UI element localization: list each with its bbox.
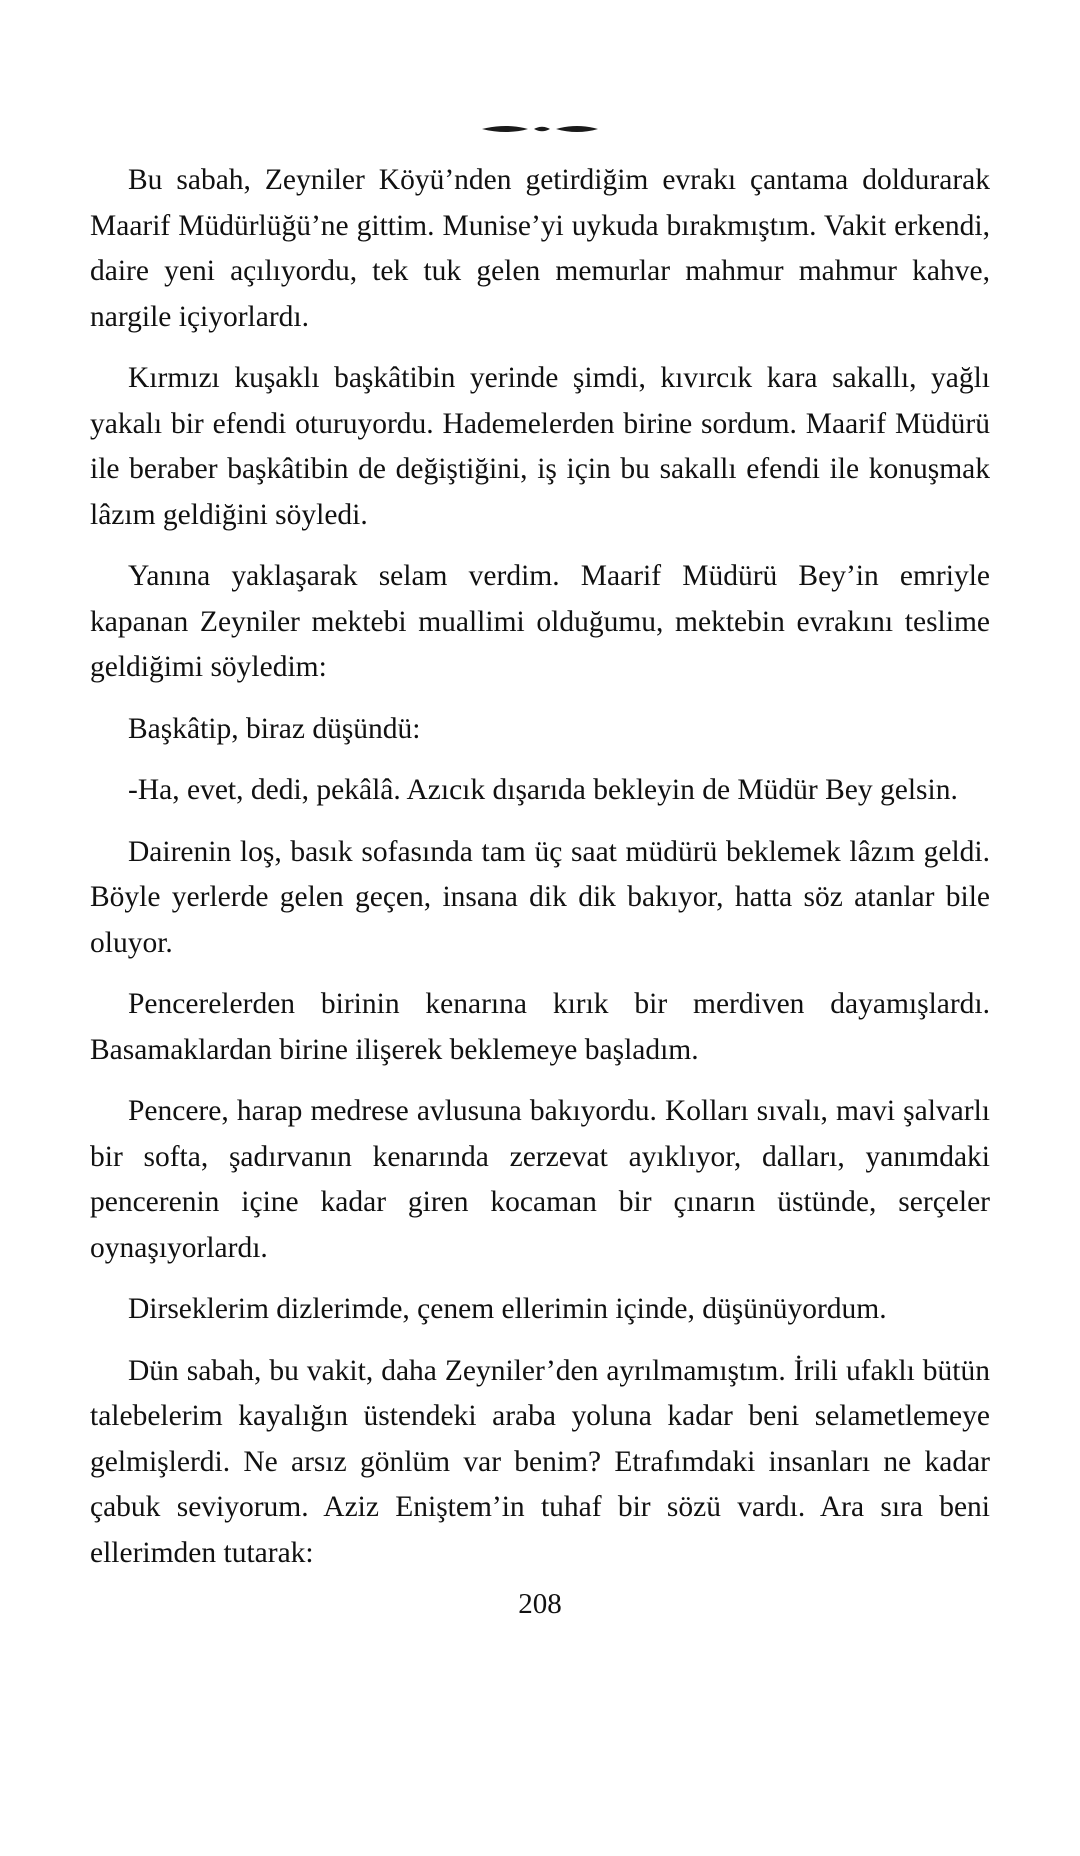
paragraph-spacer — [90, 1339, 990, 1349]
page-number: 208 — [518, 1588, 562, 1620]
paragraph: Yanına yaklaşarak selam verdim. Maarif Müdürü Bey’in emriyle kapanan Zeyniler mektebi muallimi olduğumu, mektebin evrakını teslime geldiğimi söyledim: — [90, 560, 990, 683]
paragraph-spacer — [90, 820, 990, 830]
horizontal-rule-ornament — [0, 118, 1080, 158]
ornament-icon — [480, 118, 600, 140]
paragraph: Bu sabah, Zeyniler Köyü’nden getirdiğim evrakı çantama doldurarak Maarif Müdürlüğü’ne gittim. Munise’yi uykuda bırakmıştım. Vakit erkendi, daire yeni açılıyordu, tek tuk gelen memurlar mahmur mahmur kahve, nargile içiyorlardı. — [90, 164, 990, 333]
paragraph-spacer — [90, 1277, 990, 1287]
paragraph-spacer — [90, 544, 990, 554]
paragraph: Pencere, harap medrese avlusuna bakıyordu. Kolları sıvalı, mavi şalvarlı bir softa, şadırvanın kenarında zerzevat ayıklıyor, dalları, yanımdaki pencerenin içine kadar giren kocaman bir çınarın üstünde, serçeler oynaşıyorlardı. — [90, 1095, 990, 1264]
paragraph-dialogue: -Ha, evet, dedi, pekâlâ. Azıcık dışarıda bekleyin de Müdür Bey gelsin. — [128, 774, 958, 806]
paragraph: Dirseklerim dizlerimde, çenem ellerimin içinde, düşünüyordum. — [128, 1293, 887, 1325]
paragraph-spacer — [90, 758, 990, 768]
paragraph: Dün sabah, bu vakit, daha Zeyniler’den ayrılmamıştım. İrili ufaklı bütün talebelerim kayalığın üstendeki araba yoluna kadar beni selametlemeye gelmişlerdi. Ne arsız gönlüm var benim? Etrafımdaki insanları ne kadar çabuk seviyorum. Aziz Eniştem’in tuhaf bir sözü vardı. Ara sıra beni ellerimden tutarak: — [90, 1354, 990, 1569]
paragraph: Başkâtip, biraz düşündü: — [128, 712, 421, 745]
document-page — [0, 118, 1080, 1856]
paragraph-spacer — [90, 346, 990, 356]
body-text — [80, 158, 1000, 1576]
paragraph-spacer — [90, 697, 990, 707]
paragraph-spacer — [90, 972, 990, 982]
paragraph: Kırmızı kuşaklı başkâtibin yerinde şimdi, kıvırcık kara sakallı, yağlı yakalı bir efendi oturuyordu. Hademelerden birine sordum. Maarif Müdürü ile beraber başkâtibin de değiştiğini, iş için bu sakallı efendi ile konuşmak lâzım geldiğini söyledi. — [90, 362, 990, 531]
paragraph-spacer — [90, 1079, 990, 1089]
paragraph: Pencerelerden birinin kenarına kırık bir merdiven dayamışlardı. Basamaklardan birine ilişerek beklemeye başladım. — [90, 988, 990, 1066]
paragraph: Dairenin loş, basık sofasında tam üç saat müdürü beklemek lâzım geldi. Böyle yerlerde gelen geçen, insana dik dik bakıyor, hatta söz atanlar bile oluyor. — [90, 835, 990, 959]
